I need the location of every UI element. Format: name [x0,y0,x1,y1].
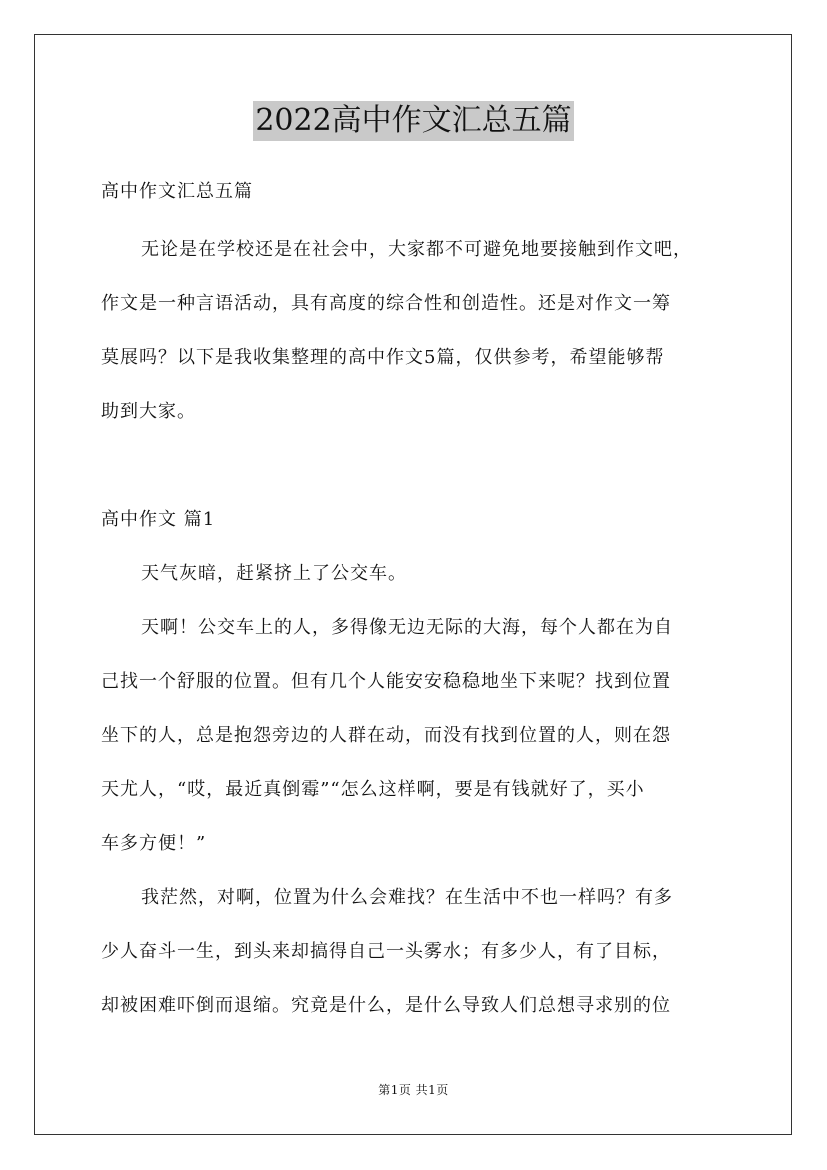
paragraph-line: 天啊！公交车上的人，多得像无边无际的大海，每个人都在为自 [141,617,673,638]
paragraph-line: 我茫然，对啊，位置为什么会难找？在生活中不也一样吗？有多 [141,887,673,908]
paragraph-line: 却被困难吓倒而退缩。究竟是什么，是什么导致人们总想寻求别的位 [101,995,671,1016]
paragraph-line: 莫展吗？以下是我收集整理的高中作文5篇，仅供参考，希望能够帮 [101,347,665,368]
page-number-label: 第1页 共1页 [378,1083,449,1097]
paragraph-line: 少人奋斗一生，到头来却搞得自己一头雾水；有多少人，有了目标， [101,941,671,962]
essay-heading: 高中作文 篇1 [101,509,216,530]
paragraph-line: 车多方便！” [101,833,207,854]
paragraph-line: 坐下的人，总是抱怨旁边的人群在动，而没有找到位置的人，则在怨 [101,725,671,746]
paragraph-line: 天气灰暗，赶紧挤上了公交车。 [141,563,407,584]
paragraph-line: 无论是在学校还是在社会中，大家都不可避免地要接触到作文吧， [141,239,692,260]
document-title: 2022高中作文汇总五篇 [253,101,573,141]
title-container [0,101,827,141]
section-heading: 高中作文汇总五篇 [101,181,253,202]
paragraph-line: 助到大家。 [101,401,196,422]
paragraph-line: 作文是一种言语活动，具有高度的综合性和创造性。还是对作文一筹 [101,293,671,314]
page-footer [0,1082,827,1098]
paragraph-line: 天尤人，“哎，最近真倒霉”“怎么这样啊，要是有钱就好了，买小 [101,779,645,800]
paragraph-line: 己找一个舒服的位置。但有几个人能安安稳稳地坐下来呢？找到位置 [101,671,671,692]
